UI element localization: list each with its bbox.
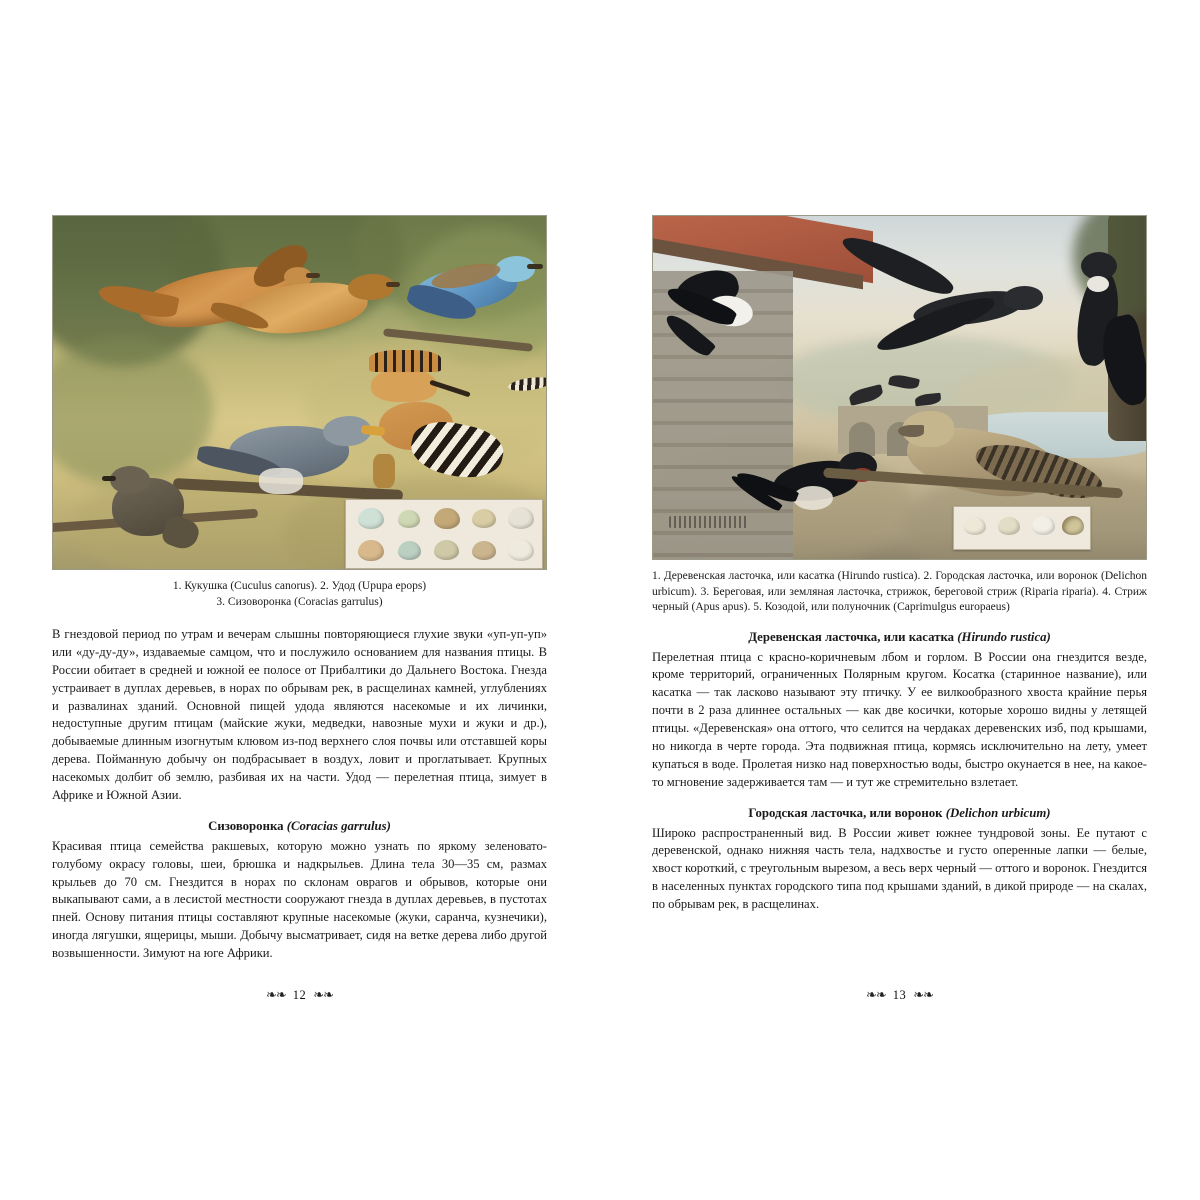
left-section-text bbox=[52, 838, 547, 963]
right-plate-caption: 1. Деревенская ласточка, или касатка (Hirundo rustica). 2. Городская ласточка, или воронок (Delichon urbicum). 3. Береговая, или земляная ласточка, стрижок, береговой стриж (Riparia riparia). 4. Стриж черный (Apus apus). 5. Козодой, или полуночник (Caprimulgus europaeus) bbox=[652, 570, 1147, 614]
ornament-right-start: ❧❧ bbox=[865, 987, 886, 1002]
folio-right bbox=[652, 987, 1147, 1003]
section-heading-house-martin-name: Городская ласточка, или воронок bbox=[748, 805, 946, 820]
caption-line-2: 3. Сизоворонка (Coracias garrulus) bbox=[216, 595, 383, 608]
ornament-left-end: ❧❧ bbox=[313, 987, 334, 1002]
section-heading-roller-latin: (Coracias garrulus) bbox=[286, 818, 391, 833]
ornament-right-end: ❧❧ bbox=[913, 987, 934, 1002]
egg-tray-left bbox=[345, 499, 543, 569]
right-page bbox=[652, 215, 1148, 1002]
caption-line-1: 1. Кукушка (Cuculus canorus). 2. Удод (Upupa epops) bbox=[172, 580, 427, 592]
paragraph-hoopoe: В гнездовой период по утрам и вечерам слышны повторяющиеся глухие звуки «уп-уп-уп» или «ду-ду-ду», издаваемые самцом, что и послужило основанием для названия птицы. В России обитает в средней и южной ее полосе от Прибалтики до Дальнего Востока. Гнезда устраивает в дуплах деревьев, в норах по обрывам рек, в расщелинах камней, углублениях и развалинах зданий. Основной пищей удода являются насекомые и их личинки, недоступные другим птицам (майские жуки, медведки, навозные мухи и жуки и др.), добываемые длинным изогнутым клювом из-под верхнего слоя почвы или отставшей коры дерева. Пойманную добычу он подбрасывает в воздух, ловит и проглатывает. Крупных насекомых долбит об землю, разбивая их на части. Удод — перелетная птица, зимует в Африке и Южной Азии. bbox=[52, 627, 547, 802]
bird-cuckoo-perched bbox=[228, 266, 408, 356]
page-number-right: 13 bbox=[892, 988, 907, 1002]
bird-roller bbox=[403, 246, 547, 356]
bird-house-martin-left bbox=[661, 262, 781, 382]
left-plate-illustration bbox=[52, 215, 547, 570]
ornament-left-start: ❧❧ bbox=[265, 987, 286, 1002]
right-section1-text bbox=[652, 649, 1147, 792]
section-heading-barn-swallow-name: Деревенская ласточка, или касатка bbox=[748, 629, 958, 644]
left-plate-caption bbox=[52, 579, 547, 610]
section-heading-roller bbox=[52, 819, 547, 834]
section-heading-barn-swallow bbox=[652, 630, 1147, 645]
paragraph-barn-swallow: Перелетная птица с красно-коричневым лбом и горлом. В России она гнездится везде, кроме территорий, ограниченных Полярным кругом. Косатка (старинное название), или касатка — так ласково называют эту птичку. У ее вилкообразного хвоста крайние перья почти в 2 раза длиннее остальных — как две косички, которые хорошо видны у летящей птицы. «Деревенская» она оттого, что селится на чердаках деревенских изб, под крышами, но никогда в черте города. Эта подвижная птица, кормясь исключительно на лету, умеет купаться в воде. Пролетая низко над поверхностью воды, быстро окунается в нее, на какое-то мгновение задерживается там — и тут же стремительно взлетает. bbox=[652, 649, 1147, 789]
section-heading-house-martin-latin: (Delichon urbicum) bbox=[945, 805, 1051, 820]
folio-left bbox=[52, 987, 547, 1003]
artist-signature bbox=[669, 516, 749, 528]
left-page bbox=[52, 215, 547, 1002]
section-heading-barn-swallow-latin: (Hirundo rustica) bbox=[957, 629, 1051, 644]
paragraph-house-martin: Широко распространенный вид. В России живет южнее тундровой зоны. Ее путают с деревенской, однако нижняя часть тела, надхвостье и густо оперенные лапки — белые, хвост короткий, с треугольным вырезом, а весь верх черный — оттого и воронок. Гнездится в населенных пунктах городского типа под крышами зданий, в дикой природе — на скалах, по обрывам рек, в расщелинах. bbox=[652, 825, 1148, 912]
section-heading-house-martin bbox=[652, 806, 1147, 821]
egg-tray-right bbox=[953, 506, 1091, 550]
right-plate-illustration bbox=[652, 215, 1147, 560]
page-number-left: 12 bbox=[292, 988, 307, 1002]
bird-cuckoo-juvenile bbox=[98, 456, 208, 556]
left-body-text bbox=[52, 626, 547, 805]
bird-hoopoe-flying bbox=[508, 366, 547, 406]
paragraph-roller: Красивая птица семейства ракшевых, которую можно узнать по яркому зеленовато-голубому окрасу головы, шеи, брюшка и надкрыльев. Длина тела 30—35 см, размах крыльев до 70 см. Гнездится в норах по склонам оврагов и обрывов, которые они выкапывают сами, а в лесистой местности сооружают гнезда в дуплах деревьев, в пустотах пней. Основу питания птицы составляют крупные насекомые (жуки, саранча, кузнечики), иногда лягушки, ящерицы, мыши. Добычу высматривает, сидя на ветке дерева либо другой возвышенности. Зимуют на юге Африки. bbox=[52, 838, 547, 961]
right-section2-text bbox=[652, 825, 1147, 914]
section-heading-roller-name: Сизоворонка bbox=[208, 818, 287, 833]
